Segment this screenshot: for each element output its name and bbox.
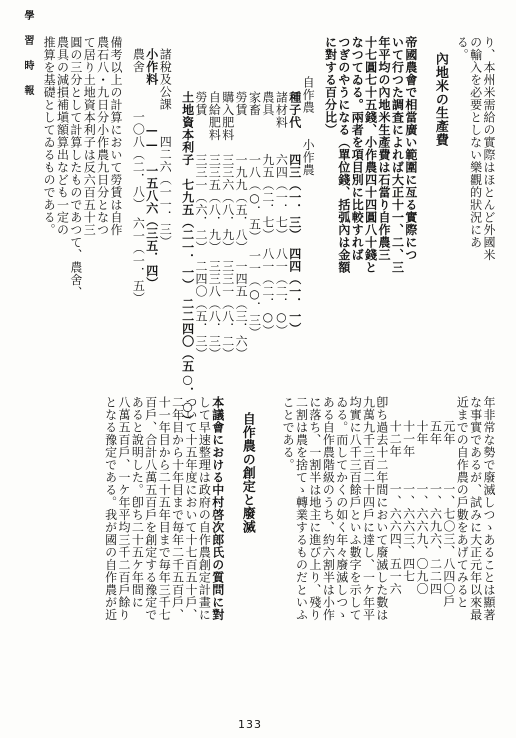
- section-heading: 內地米の生產費: [432, 52, 448, 147]
- text-line: して早速整理は政府の自作農創定計畫に: [197, 396, 212, 621]
- text-line: 諸材料 六四（一．七） 八一（二．○）: [274, 91, 289, 337]
- text-line: ある自作農階級のうち、約六割半は小作: [321, 396, 336, 621]
- text-line: 元年 一、七〇三、八四〇戶: [441, 420, 456, 608]
- lower-text-band: [55, 396, 495, 714]
- text-line: 備考以上の計算において勞賃は自作: [109, 36, 124, 236]
- text-line: あると說明した。卽ち二十五ケ年間に: [130, 396, 145, 609]
- text-line: つぎのやうになる（單位錢、括弧內は金額: [336, 36, 351, 274]
- text-line: 勞賃 三三一（六．二） 二四〇（五．三）: [193, 91, 208, 360]
- text-line: 十年 一、六六九、〇九〇: [415, 420, 430, 595]
- text-line: 五年 一、六九六、二二四: [428, 420, 443, 595]
- text-line: 農具の減損補塡額算出なども一定の: [55, 36, 70, 236]
- text-line: 農石八・九日分小作農九日分となつ: [95, 36, 110, 236]
- text-line: に對する百分比）: [323, 36, 338, 136]
- text-line: 諸稅及公課 四二六（一一．三）: [158, 48, 173, 248]
- text-line: となる豫定である。我が國の自作農が近: [103, 396, 118, 621]
- text-line: に落ち、一割半は地主に進び上り、殘り: [307, 396, 322, 621]
- text-line: 十二年 一、六六四、五一六: [388, 420, 403, 595]
- text-line: ついて十五年度において十七百五十戶、: [183, 396, 198, 621]
- text-line: 十一年目から二十五年目まで毎年三千七: [157, 396, 172, 621]
- text-line: なつてゐる。兩者を項目別に比較すれば: [350, 36, 365, 261]
- text-line: 購入肥料 三三六（八．九） 三三一（八．二）: [220, 91, 235, 360]
- text-line: て居り土地資本利子は反六百五十三: [82, 36, 97, 236]
- text-line: いて行つた調査によれば大正十一、二、三: [390, 36, 405, 274]
- text-line: 本議會における中村啓次郎氏の質問に對: [210, 396, 225, 621]
- text-line: 推算を基礎としてゐるものである。: [42, 36, 57, 236]
- text-line: 家畜 一八（○．五） 一一（○．三）: [247, 91, 262, 339]
- text-line: 二割は農を捨てゝ轉業するものだといふ: [294, 396, 309, 621]
- text-line: の輸入を必要としない樂觀的狀況にあ: [468, 36, 483, 249]
- text-line: 年非常な勢で廢滅しつゝあることは顯著: [482, 396, 496, 621]
- text-line: 農具 九五（二．七） 八一（二．○）: [260, 91, 275, 337]
- text-line: ことである。: [281, 396, 296, 471]
- text-line: 圓の三分として計算したものであつて、農舍、: [68, 36, 83, 299]
- text-line: 帝國農會で相當廣い範圍に亙る實際につ: [403, 36, 418, 261]
- text-line: 百戶、合計八萬五百戶を創定する豫定で: [143, 396, 158, 621]
- text-line: 二年目から十年目まで毎年二千五百戶、: [170, 396, 185, 621]
- text-line: る。: [455, 36, 470, 61]
- text-line: 土地資本利子 七九五（二一．一） 二二四〇（五○．○）: [180, 91, 195, 427]
- text-line: 種子代 四三（一．三） 四四（一．一）: [287, 91, 302, 335]
- text-line: 小作料 —— 一五八六（三五．四）: [144, 48, 159, 290]
- running-head: 學 習 時 報: [22, 10, 33, 97]
- text-line: な事實であるが、試みに大正元年以來最: [468, 396, 483, 621]
- page-number: 133: [238, 718, 262, 731]
- text-line: り、本州米需給の實際はほとんど外國米: [482, 36, 496, 261]
- text-line: 卽ち過去十二年間において廢滅した數は: [374, 396, 389, 621]
- text-line: 九萬九千三百二十四戶に達し、一ケ年平: [361, 396, 376, 621]
- text-line: 近までの自作農の戶數をあげてみると: [455, 396, 470, 609]
- text-line: ゐる。而してかくの如く年々廢滅しつゝ: [334, 396, 349, 621]
- text-line: 八萬五百戶、一ケ年平均三千二百戶餘り: [117, 396, 132, 621]
- text-line: 自給肥料 三三五（八．九） 三三八（八．三）: [207, 91, 222, 360]
- upper-text-band: [42, 36, 496, 427]
- text-line: 年平均の內地米生產費は石當り自作農三: [377, 36, 392, 261]
- text-line: 農舍 一〇八（二．八） 六一（一．五）: [131, 48, 146, 305]
- text-line: 十一年 一、六六三、四七: [401, 420, 416, 583]
- text-line: 十七圓七十五錢、小作農四十四圓八十錢と: [363, 36, 378, 274]
- text-line: 自作農 小作農: [301, 76, 316, 176]
- text-line: 均實に八千三百餘戶といふ數字を示して: [348, 396, 363, 621]
- text-line: 勞賃 一九九（五．八） 一四五（三．六）: [234, 91, 249, 360]
- section-heading: 自作農の創定と廢滅: [239, 412, 255, 534]
